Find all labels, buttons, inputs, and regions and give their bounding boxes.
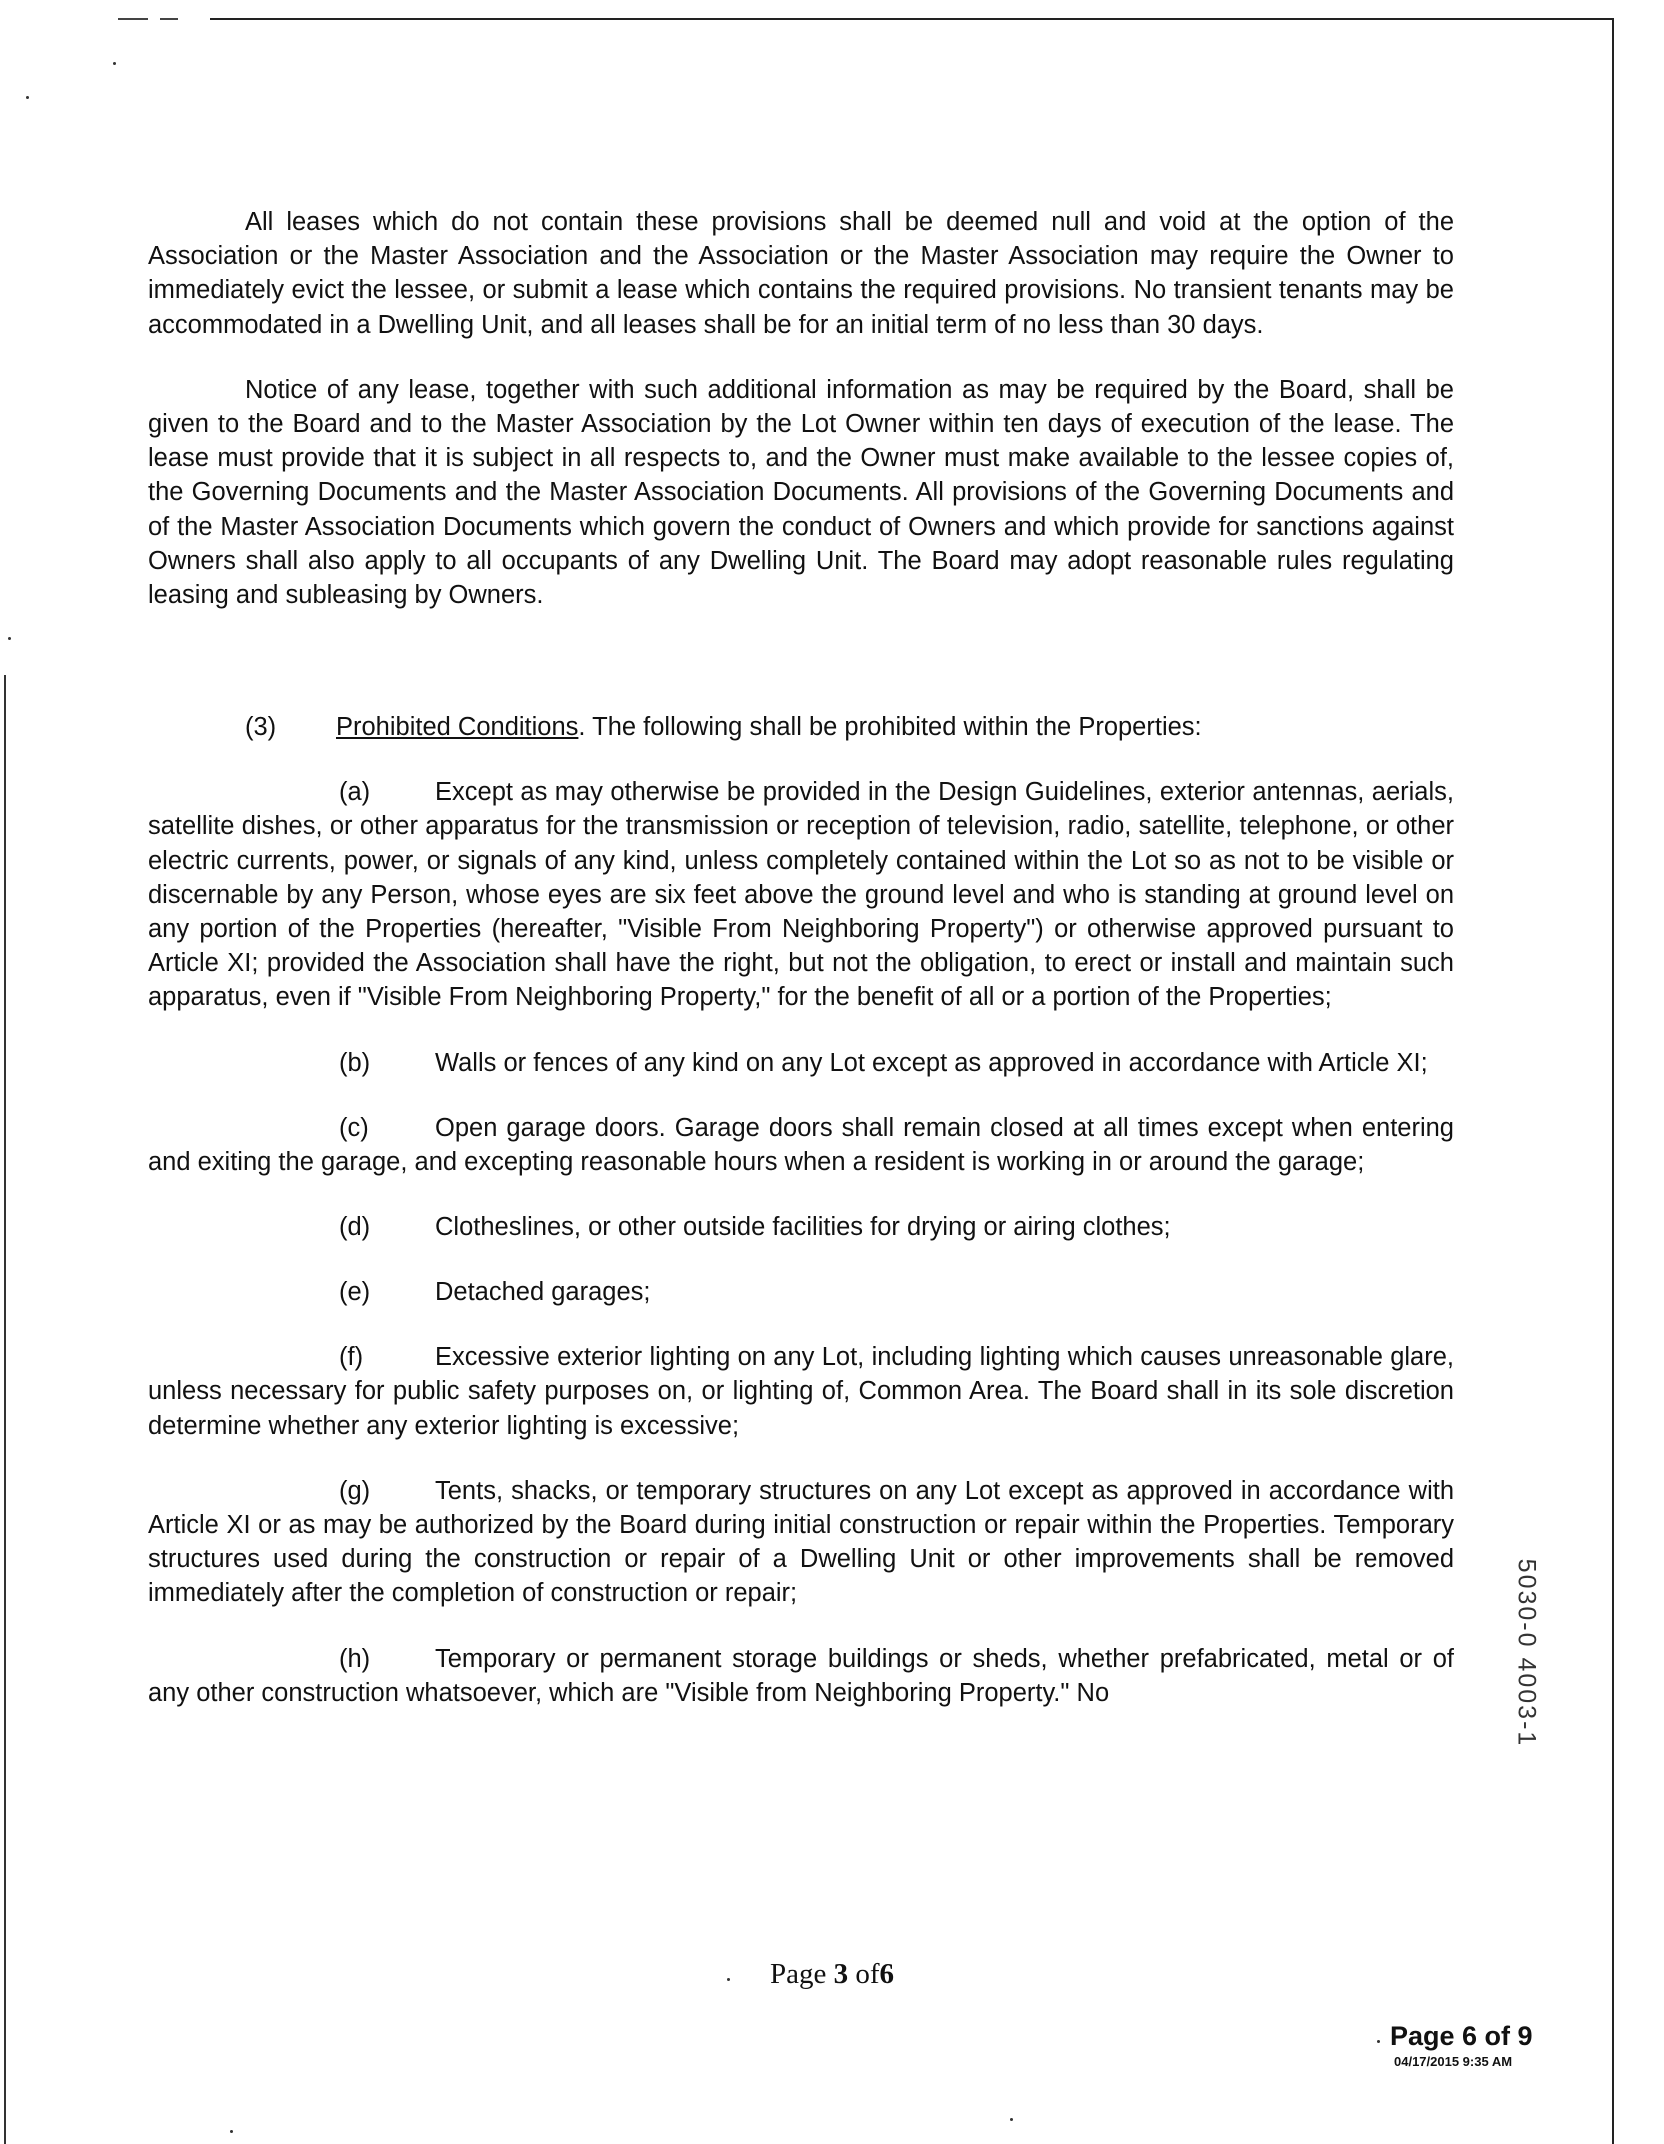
item-text: Walls or fences of any kind on any Lot except as approved in accordance with Article XI; bbox=[435, 1048, 1428, 1077]
recording-page-label: Page 6 of 9 bbox=[1390, 2021, 1533, 2051]
scan-border-right bbox=[1612, 18, 1614, 2144]
item-marker: (f) bbox=[339, 1343, 364, 1372]
section-3-heading bbox=[148, 710, 1454, 744]
item-marker: (a) bbox=[339, 778, 371, 807]
item-e bbox=[148, 1275, 1454, 1309]
item-b bbox=[148, 1046, 1454, 1080]
item-marker: (h) bbox=[339, 1644, 371, 1673]
scan-line-dash bbox=[118, 18, 148, 20]
recording-side-stamp bbox=[1506, 1524, 1546, 1782]
scan-speck bbox=[26, 96, 29, 99]
item-text: Clotheslines, or other outside facilities for drying or airing clothes; bbox=[435, 1213, 1171, 1242]
item-c bbox=[148, 1111, 1454, 1179]
item-text: Open garage doors. Garage doors shall remain closed at all times except when entering and exiting the garage, and excepting reasonable hours when a resident is working in or around the garage; bbox=[148, 1113, 1454, 1177]
scan-speck bbox=[113, 62, 116, 65]
item-text: Except as may otherwise be provided in the Design Guidelines, exterior antennas, aerials, satellite dishes, or other apparatus for the transmission or reception of television, radio, satellite, telephone, or other electric currents, power, or signals of any kind, unless completely contained within the Lot so as not to be visible or discernable by any Person, whose eyes are six feet above the ground level and who is standing at ground level on any portion of the Properties (hereafter, "Visible From Neighboring Property") or otherwise approved pursuant to Article XI; provided the Association shall have the right, but not the obligation, to erect or install and maintain such apparatus, even if "Visible From Neighboring Property," for the benefit of all or a portion of the Properties; bbox=[148, 778, 1454, 1012]
item-marker: (e) bbox=[339, 1278, 371, 1307]
scan-speck bbox=[230, 2130, 233, 2133]
section-number: (3) bbox=[245, 713, 277, 742]
scan-border-left bbox=[4, 675, 6, 2144]
item-text: Tents, shacks, or temporary structures on any Lot except as approved in accordance with Article XI or as may be authorized by the Board during initial construction or repair within the Properties. Temporary structures used during the construction or repair of a Dwelling Unit or other improvements shall be removed immediately after the completion of construction or repair; bbox=[148, 1476, 1454, 1608]
item-marker: (c) bbox=[339, 1113, 369, 1142]
item-marker: (b) bbox=[339, 1048, 371, 1077]
section-intro: . The following shall be prohibited within the Properties: bbox=[578, 713, 1202, 742]
item-f bbox=[148, 1340, 1454, 1443]
item-marker: (g) bbox=[339, 1476, 371, 1505]
page-total: 6 bbox=[879, 1958, 895, 1990]
item-text: Temporary or permanent storage buildings or sheds, whether prefabricated, metal or of any other construction whatsoever, which are "Visible from Neighboring Property." No bbox=[148, 1644, 1454, 1707]
scan-speck bbox=[1377, 2040, 1380, 2043]
scan-speck bbox=[1010, 2118, 1013, 2121]
lease-notice-paragraph: Notice of any lease, together with such additional information as may be required by the Board, shall be given to the Board and to the Master Association by the Lot Owner within ten days of execution of the lease. The lease must provide that it is subject in all respects to, and the Owner must make available to the lessee copies of, the Governing Documents and the Master Association Documents. All provisions of the Governing Documents and of the Master Association Documents which govern the conduct of Owners and which provide for sanctions against Owners shall also apply to all occupants of any Dwelling Unit. The Board may adopt reasonable rules regulating leasing and subleasing by Owners. bbox=[148, 375, 1454, 610]
document-body bbox=[148, 205, 1454, 1710]
scan-border-top bbox=[210, 18, 1614, 20]
item-d bbox=[148, 1210, 1454, 1244]
item-text: Excessive exterior lighting on any Lot, including lighting which causes unreasonable glare, unless necessary for public safety purposes on, or lighting of, Common Area. The Board shall in its sole discretion determine whether any exterior lighting is excessive; bbox=[148, 1343, 1454, 1440]
page-current: 3 bbox=[833, 1958, 849, 1990]
item-h bbox=[148, 1642, 1454, 1710]
item-text: Detached garages; bbox=[435, 1278, 651, 1307]
item-g bbox=[148, 1474, 1454, 1611]
lease-null-paragraph: All leases which do not contain these provisions shall be deemed null and void at the option of the Association or the Master Association and the Association or the Master Association may require the Owner to immediately evict the lessee, or submit a lease which contains the required provisions. No transient tenants may be accommodated in a Dwelling Unit, and all leases shall be for an initial term of no less than 30 days. bbox=[148, 208, 1454, 339]
section-title: Prohibited Conditions bbox=[336, 713, 579, 742]
side-stamp-text: 5030-0 4003-1 bbox=[1512, 1558, 1541, 1748]
item-marker: (d) bbox=[339, 1213, 371, 1242]
scan-speck bbox=[8, 637, 11, 640]
page-number-footer bbox=[0, 1958, 1664, 1991]
recording-timestamp: 04/17/2015 9:35 AM bbox=[1394, 2054, 1513, 2069]
item-a bbox=[148, 775, 1454, 1014]
page-prefix: Page bbox=[769, 1958, 827, 1990]
page-of: of bbox=[855, 1958, 880, 1990]
scan-line-dash bbox=[160, 18, 178, 20]
